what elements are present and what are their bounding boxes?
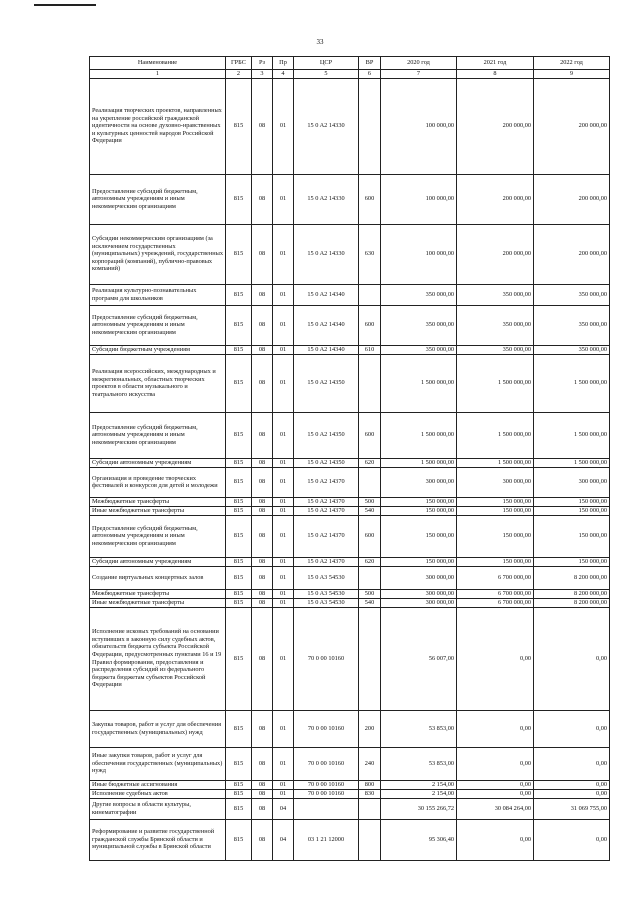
table-row (90, 515, 610, 557)
row-pr: 01 (273, 607, 294, 710)
column-index: 5 (294, 70, 359, 79)
row-2022: 150 000,00 (534, 557, 610, 566)
row-name: Создание виртуальных концертных залов (90, 566, 226, 589)
row-vr: 500 (359, 589, 381, 598)
table-row (90, 284, 610, 305)
row-grbs: 815 (226, 345, 252, 354)
header-name: Наименование (90, 57, 226, 70)
row-name: Иные бюджетные ассигнования (90, 780, 226, 789)
row-grbs: 815 (226, 798, 252, 819)
header-pr: Пр (273, 57, 294, 70)
row-grbs: 815 (226, 497, 252, 506)
row-name: Предоставление субсидий бюджетным, автономным учреждениям и иным некоммерческим организациям (90, 412, 226, 458)
row-grbs: 815 (226, 174, 252, 224)
column-index: 9 (534, 70, 610, 79)
row-csr: 70 0 00 10160 (294, 780, 359, 789)
column-index: 8 (457, 70, 534, 79)
row-rz: 08 (252, 174, 273, 224)
row-pr: 01 (273, 747, 294, 780)
row-vr: 600 (359, 515, 381, 557)
row-2022: 0,00 (534, 747, 610, 780)
row-name: Предоставление субсидий бюджетным, автономным учреждениям и иным некоммерческим организациям (90, 515, 226, 557)
row-grbs: 815 (226, 789, 252, 798)
table-row (90, 819, 610, 860)
table-row (90, 78, 610, 174)
row-2022: 150 000,00 (534, 497, 610, 506)
row-rz: 08 (252, 819, 273, 860)
row-csr: 70 0 00 10160 (294, 607, 359, 710)
row-2021: 350 000,00 (457, 284, 534, 305)
column-index: 2 (226, 70, 252, 79)
row-csr: 15 0 A2 14370 (294, 467, 359, 497)
row-rz: 08 (252, 458, 273, 467)
row-name: Субсидии автономным учреждениям (90, 557, 226, 566)
row-2021: 150 000,00 (457, 515, 534, 557)
row-2020: 350 000,00 (381, 305, 457, 345)
row-name: Предоставление субсидий бюджетным, автономным учреждениям и иным некоммерческим организациям (90, 174, 226, 224)
row-rz: 08 (252, 78, 273, 174)
table-row (90, 412, 610, 458)
row-grbs: 815 (226, 747, 252, 780)
row-2021: 150 000,00 (457, 497, 534, 506)
row-csr: 15 0 A2 14330 (294, 224, 359, 284)
row-csr: 03 1 21 12000 (294, 819, 359, 860)
row-name: Реформирование и развитие государственной гражданской службы Брянской области и муниципальной службы в Брянской области (90, 819, 226, 860)
row-2022: 350 000,00 (534, 284, 610, 305)
row-2022: 8 200 000,00 (534, 589, 610, 598)
row-2021: 0,00 (457, 710, 534, 747)
row-name: Иные межбюджетные трансферты (90, 506, 226, 515)
row-csr: 15 0 A2 14340 (294, 284, 359, 305)
row-2022: 200 000,00 (534, 174, 610, 224)
row-rz: 08 (252, 566, 273, 589)
row-2020: 300 000,00 (381, 566, 457, 589)
row-2021: 150 000,00 (457, 506, 534, 515)
table-row (90, 305, 610, 345)
row-csr: 15 0 A2 14340 (294, 305, 359, 345)
row-csr: 15 0 A3 54530 (294, 566, 359, 589)
row-name: Предоставление субсидий бюджетным, автономным учреждениям и иным некоммерческим организациям (90, 305, 226, 345)
row-pr: 01 (273, 598, 294, 607)
row-name: Иные межбюджетные трансферты (90, 598, 226, 607)
header-2020: 2020 год (381, 57, 457, 70)
table-row (90, 780, 610, 789)
row-2022: 8 200 000,00 (534, 566, 610, 589)
row-rz: 08 (252, 589, 273, 598)
row-2022: 1 500 000,00 (534, 458, 610, 467)
row-vr: 200 (359, 710, 381, 747)
row-pr: 01 (273, 497, 294, 506)
row-rz: 08 (252, 780, 273, 789)
row-csr: 15 0 A2 14370 (294, 515, 359, 557)
row-2021: 300 000,00 (457, 467, 534, 497)
row-csr: 15 0 A2 14370 (294, 506, 359, 515)
row-2021: 1 500 000,00 (457, 354, 534, 412)
row-vr: 620 (359, 557, 381, 566)
row-2021: 30 084 264,00 (457, 798, 534, 819)
row-pr: 01 (273, 345, 294, 354)
row-2022: 150 000,00 (534, 515, 610, 557)
row-vr (359, 354, 381, 412)
row-grbs: 815 (226, 506, 252, 515)
row-grbs: 815 (226, 458, 252, 467)
row-csr: 15 0 A2 14330 (294, 78, 359, 174)
row-2022: 200 000,00 (534, 78, 610, 174)
row-csr: 15 0 A2 14350 (294, 412, 359, 458)
row-pr: 01 (273, 412, 294, 458)
row-rz: 08 (252, 224, 273, 284)
header-grbs: ГРБС (226, 57, 252, 70)
row-2020: 300 000,00 (381, 589, 457, 598)
table-row (90, 607, 610, 710)
row-csr: 15 0 A2 14330 (294, 174, 359, 224)
row-vr (359, 566, 381, 589)
row-2021: 6 700 000,00 (457, 566, 534, 589)
row-2020: 100 000,00 (381, 224, 457, 284)
row-grbs: 815 (226, 515, 252, 557)
row-rz: 08 (252, 506, 273, 515)
row-2021: 200 000,00 (457, 174, 534, 224)
row-2020: 53 853,00 (381, 747, 457, 780)
row-2022: 350 000,00 (534, 345, 610, 354)
row-vr (359, 798, 381, 819)
header-row (90, 57, 610, 70)
row-vr: 500 (359, 497, 381, 506)
row-pr: 01 (273, 467, 294, 497)
row-pr: 01 (273, 354, 294, 412)
row-name: Исполнение судебных актов (90, 789, 226, 798)
row-rz: 08 (252, 789, 273, 798)
row-vr: 600 (359, 174, 381, 224)
header-2022: 2022 год (534, 57, 610, 70)
header-2021: 2021 год (457, 57, 534, 70)
row-2022: 150 000,00 (534, 506, 610, 515)
row-pr: 01 (273, 780, 294, 789)
row-2020: 1 500 000,00 (381, 458, 457, 467)
row-csr: 70 0 00 10160 (294, 710, 359, 747)
row-csr: 15 0 A2 14350 (294, 354, 359, 412)
row-csr: 15 0 A3 54530 (294, 589, 359, 598)
row-csr: 70 0 00 10160 (294, 747, 359, 780)
row-pr: 01 (273, 284, 294, 305)
row-csr: 15 0 A3 54530 (294, 598, 359, 607)
row-pr: 01 (273, 789, 294, 798)
row-2020: 150 000,00 (381, 506, 457, 515)
row-rz: 08 (252, 345, 273, 354)
row-vr (359, 467, 381, 497)
row-pr: 01 (273, 506, 294, 515)
row-name: Другие вопросы в области культуры, кинематографии (90, 798, 226, 819)
row-pr: 01 (273, 557, 294, 566)
row-pr: 04 (273, 819, 294, 860)
table-row (90, 467, 610, 497)
row-2021: 0,00 (457, 747, 534, 780)
row-2022: 350 000,00 (534, 305, 610, 345)
row-vr (359, 78, 381, 174)
row-rz: 08 (252, 557, 273, 566)
row-name: Субсидии некоммерческим организациям (за исключением государственных (муниципальных) учреждений, государственных корпораций (компаний), публично-правовых компаний) (90, 224, 226, 284)
row-grbs: 815 (226, 78, 252, 174)
column-index: 1 (90, 70, 226, 79)
row-2022: 8 200 000,00 (534, 598, 610, 607)
row-2020: 100 000,00 (381, 174, 457, 224)
row-2021: 0,00 (457, 789, 534, 798)
header-vr: ВР (359, 57, 381, 70)
table-row (90, 557, 610, 566)
row-2020: 300 000,00 (381, 467, 457, 497)
row-csr: 15 0 A2 14350 (294, 458, 359, 467)
row-rz: 08 (252, 747, 273, 780)
row-rz: 08 (252, 305, 273, 345)
row-vr: 540 (359, 598, 381, 607)
row-name: Организация и проведение творческих фестивалей и конкурсов для детей и молодежи (90, 467, 226, 497)
row-pr: 01 (273, 515, 294, 557)
row-2021: 200 000,00 (457, 224, 534, 284)
row-2022: 0,00 (534, 789, 610, 798)
row-2020: 56 007,00 (381, 607, 457, 710)
row-vr (359, 284, 381, 305)
column-index: 7 (381, 70, 457, 79)
row-pr: 01 (273, 174, 294, 224)
row-rz: 08 (252, 354, 273, 412)
row-vr: 630 (359, 224, 381, 284)
row-pr: 01 (273, 305, 294, 345)
row-rz: 08 (252, 798, 273, 819)
table-row (90, 345, 610, 354)
table-row (90, 458, 610, 467)
row-grbs: 815 (226, 780, 252, 789)
row-grbs: 815 (226, 607, 252, 710)
row-name: Исполнение исковых требований на основании вступивших в законную силу судебных актов, обязательств бюджета субъекта Российской Федерации, предусмотренных пунктами 16 и 19 Правил формирования, предоставления и распределения субсидий из федерального бюджета бюджетам субъектов Российской Федерации (90, 607, 226, 710)
row-2022: 200 000,00 (534, 224, 610, 284)
row-pr: 01 (273, 566, 294, 589)
row-rz: 08 (252, 497, 273, 506)
row-2020: 95 306,40 (381, 819, 457, 860)
row-2022: 0,00 (534, 710, 610, 747)
table-row (90, 566, 610, 589)
row-csr: 15 0 A2 14370 (294, 557, 359, 566)
row-rz: 08 (252, 710, 273, 747)
row-2020: 2 154,00 (381, 789, 457, 798)
column-index-row (90, 70, 610, 79)
row-name: Реализация творческих проектов, направленных на укрепление российской гражданской идентичности на основе духовно-нравственных и культурных ценностей народов Российской Федерации (90, 78, 226, 174)
row-2021: 6 700 000,00 (457, 598, 534, 607)
header-csr: ЦСР (294, 57, 359, 70)
table-row (90, 598, 610, 607)
row-vr: 540 (359, 506, 381, 515)
row-2021: 0,00 (457, 819, 534, 860)
row-vr (359, 819, 381, 860)
row-2020: 150 000,00 (381, 497, 457, 506)
row-csr (294, 798, 359, 819)
row-grbs: 815 (226, 819, 252, 860)
table-row (90, 224, 610, 284)
table-row (90, 789, 610, 798)
table-body (90, 78, 610, 860)
table-row (90, 710, 610, 747)
row-2022: 300 000,00 (534, 467, 610, 497)
row-2020: 150 000,00 (381, 557, 457, 566)
row-pr: 01 (273, 224, 294, 284)
row-vr: 610 (359, 345, 381, 354)
table-row (90, 589, 610, 598)
row-grbs: 815 (226, 710, 252, 747)
row-rz: 08 (252, 515, 273, 557)
row-2022: 0,00 (534, 780, 610, 789)
row-vr (359, 607, 381, 710)
row-2021: 6 700 000,00 (457, 589, 534, 598)
row-name: Межбюджетные трансферты (90, 589, 226, 598)
row-name: Субсидии автономным учреждениям (90, 458, 226, 467)
row-vr: 600 (359, 412, 381, 458)
table-row (90, 174, 610, 224)
row-grbs: 815 (226, 224, 252, 284)
row-2022: 1 500 000,00 (534, 354, 610, 412)
row-2020: 100 000,00 (381, 78, 457, 174)
row-rz: 08 (252, 412, 273, 458)
row-2020: 1 500 000,00 (381, 412, 457, 458)
row-2020: 30 155 266,72 (381, 798, 457, 819)
row-name: Субсидии бюджетным учреждениям (90, 345, 226, 354)
column-index: 4 (273, 70, 294, 79)
column-index: 6 (359, 70, 381, 79)
row-2020: 150 000,00 (381, 515, 457, 557)
row-grbs: 815 (226, 589, 252, 598)
row-pr: 01 (273, 78, 294, 174)
row-2021: 1 500 000,00 (457, 412, 534, 458)
row-grbs: 815 (226, 467, 252, 497)
row-pr: 01 (273, 589, 294, 598)
row-rz: 08 (252, 467, 273, 497)
row-pr: 04 (273, 798, 294, 819)
row-2022: 31 069 755,00 (534, 798, 610, 819)
table-row (90, 798, 610, 819)
row-csr: 70 0 00 10160 (294, 789, 359, 798)
row-vr: 240 (359, 747, 381, 780)
row-2022: 0,00 (534, 607, 610, 710)
table-row (90, 497, 610, 506)
row-name: Реализация всероссийских, международных и межрегиональных, областных творческих проектов в области музыкального и театрального искусства (90, 354, 226, 412)
row-2020: 1 500 000,00 (381, 354, 457, 412)
table-row (90, 747, 610, 780)
row-2020: 2 154,00 (381, 780, 457, 789)
row-grbs: 815 (226, 305, 252, 345)
row-pr: 01 (273, 710, 294, 747)
row-2020: 300 000,00 (381, 598, 457, 607)
row-grbs: 815 (226, 557, 252, 566)
row-2022: 1 500 000,00 (534, 412, 610, 458)
header-rz: Рз (252, 57, 273, 70)
row-2021: 0,00 (457, 607, 534, 710)
row-rz: 08 (252, 598, 273, 607)
row-csr: 15 0 A2 14370 (294, 497, 359, 506)
row-grbs: 815 (226, 354, 252, 412)
column-index: 3 (252, 70, 273, 79)
budget-table (89, 56, 610, 861)
row-grbs: 815 (226, 566, 252, 589)
row-2020: 350 000,00 (381, 345, 457, 354)
row-2021: 1 500 000,00 (457, 458, 534, 467)
row-2020: 350 000,00 (381, 284, 457, 305)
row-name: Иные закупки товаров, работ и услуг для обеспечения государственных (муниципальных) нужд (90, 747, 226, 780)
table-row (90, 354, 610, 412)
row-rz: 08 (252, 284, 273, 305)
row-name: Реализация культурно-познавательных программ для школьников (90, 284, 226, 305)
row-pr: 01 (273, 458, 294, 467)
row-vr: 800 (359, 780, 381, 789)
row-name: Закупка товаров, работ и услуг для обеспечения государственных (муниципальных) нужд (90, 710, 226, 747)
row-grbs: 815 (226, 598, 252, 607)
table-row (90, 506, 610, 515)
row-2021: 200 000,00 (457, 78, 534, 174)
row-2021: 0,00 (457, 780, 534, 789)
row-2021: 150 000,00 (457, 557, 534, 566)
scan-corner-mark (34, 4, 96, 6)
row-vr: 600 (359, 305, 381, 345)
page-number: 33 (316, 38, 324, 46)
row-csr: 15 0 A2 14340 (294, 345, 359, 354)
row-2020: 53 853,00 (381, 710, 457, 747)
row-2022: 0,00 (534, 819, 610, 860)
row-vr: 620 (359, 458, 381, 467)
row-grbs: 815 (226, 412, 252, 458)
row-name: Межбюджетные трансферты (90, 497, 226, 506)
row-rz: 08 (252, 607, 273, 710)
row-2021: 350 000,00 (457, 305, 534, 345)
row-grbs: 815 (226, 284, 252, 305)
row-vr: 830 (359, 789, 381, 798)
row-2021: 350 000,00 (457, 345, 534, 354)
